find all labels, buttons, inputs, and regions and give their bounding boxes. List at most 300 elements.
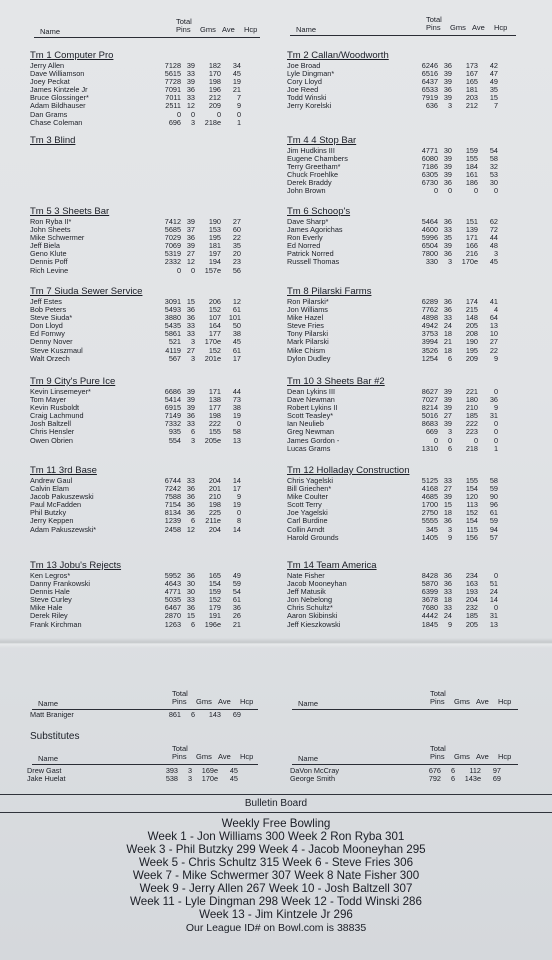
average: 223	[465, 427, 478, 437]
bowler-row	[287, 338, 549, 346]
handicap: 69	[492, 774, 501, 784]
header-total-label: Total	[176, 17, 192, 26]
average: 225	[208, 508, 221, 518]
bowler-name: Craig Lachmund	[30, 411, 84, 421]
games: 36	[186, 492, 195, 502]
team-roster	[30, 218, 292, 275]
games: 33	[186, 329, 195, 339]
average: 201e	[204, 353, 221, 363]
average: 212	[208, 93, 221, 103]
total-pins: 7728	[164, 77, 181, 87]
average: 204	[208, 524, 221, 534]
handicap: 73	[232, 395, 241, 405]
games: 36	[186, 508, 195, 518]
bowler-row	[287, 187, 549, 195]
header-total-label: Total	[430, 689, 446, 698]
bowler-name: Jerry Keppen	[30, 516, 74, 526]
total-pins: 5493	[164, 305, 181, 315]
average: 165	[465, 77, 478, 87]
handicap: 64	[489, 313, 498, 323]
games: 12	[186, 524, 195, 534]
bowler-name: Drew Gast	[27, 766, 62, 775]
team-roster	[30, 298, 292, 363]
bowler-name: Chuck Froehlke	[287, 170, 339, 180]
average: 215	[465, 305, 478, 315]
games: 6	[190, 427, 195, 437]
bowler-row	[30, 242, 292, 250]
handicap: 58	[232, 427, 241, 437]
games: 30	[186, 587, 195, 597]
games: 0	[447, 435, 452, 445]
handicap: 62	[489, 217, 498, 226]
bowler-row	[30, 258, 292, 266]
games: 39	[186, 241, 195, 251]
handicap: 9	[236, 101, 241, 111]
handicap: 31	[489, 611, 498, 621]
handicap: 15	[489, 93, 498, 103]
bowler-name: Danny Frankowski	[30, 579, 91, 589]
average: 154	[208, 579, 221, 589]
handicap: 21	[232, 85, 241, 95]
team-name: Tm 6 Schoop's	[287, 206, 351, 217]
handicap: 59	[489, 516, 498, 526]
handicap: 61	[232, 305, 241, 315]
bowler-name: James Kintzele Jr	[30, 85, 88, 95]
handicap: 14	[232, 476, 241, 485]
average: 152	[208, 345, 221, 355]
games: 39	[186, 217, 195, 226]
games: 36	[186, 571, 195, 580]
average: 161	[465, 170, 478, 180]
average: 155	[465, 476, 478, 485]
total-pins: 7242	[164, 484, 181, 494]
bowler-name: Jon Williams	[287, 305, 328, 315]
header-pins-label: Pins	[172, 752, 187, 761]
total-pins: 567	[168, 353, 181, 363]
games: 33	[443, 313, 452, 323]
games: 0	[190, 109, 195, 119]
total-pins: 7154	[164, 500, 181, 510]
average: 184	[465, 162, 478, 172]
games: 3	[447, 257, 452, 267]
handicap: 57	[489, 532, 498, 542]
total-pins: 1310	[421, 443, 438, 453]
bowler-name: Jacob Mooneyhan	[287, 579, 347, 589]
total-pins: 7027	[421, 395, 438, 405]
games: 27	[186, 345, 195, 355]
bowler-row	[30, 711, 292, 719]
games: 33	[186, 595, 195, 605]
handicap: 60	[232, 225, 241, 235]
bowler-name: Kevin Linsemeyer*	[30, 387, 91, 396]
average: 154	[465, 516, 478, 526]
bowler-name: George Smith	[290, 774, 336, 784]
games: 36	[186, 411, 195, 421]
games: 6	[447, 443, 452, 453]
bowler-name: Mike Coulter	[287, 492, 328, 502]
handicap: 1	[493, 443, 498, 453]
team-block	[30, 376, 292, 445]
average: 208	[465, 329, 478, 339]
team-name: Tm 2 Callan/Woodworth	[287, 50, 389, 61]
handicap: 9	[493, 403, 498, 413]
header-ave-label: Ave	[222, 25, 235, 34]
handicap: 0	[493, 387, 498, 396]
games: 39	[443, 403, 452, 413]
bowler-name: Chris Yagelski	[287, 476, 333, 485]
average: 169e	[201, 766, 218, 775]
bowler-name: Jeff Biela	[30, 241, 60, 251]
average: 152	[208, 595, 221, 605]
handicap: 22	[232, 233, 241, 243]
bowler-name: Jake Huelat	[27, 774, 66, 784]
total-pins: 8214	[421, 403, 438, 413]
total-pins: 676	[428, 766, 441, 775]
total-pins: 8627	[421, 387, 438, 396]
bowler-name: Jon Nebelong	[287, 595, 333, 605]
handicap: 38	[232, 329, 241, 339]
total-pins: 3880	[164, 313, 181, 323]
header-total-label: Total	[172, 744, 188, 753]
average: 120	[465, 492, 478, 502]
bulletin-line: Week 3 - Phil Butzky 299 Week 4 - Jacob Mooneyhan 295	[126, 843, 426, 856]
total-pins: 6467	[164, 603, 181, 613]
total-pins: 6246	[421, 61, 438, 70]
total-pins: 696	[168, 117, 181, 127]
handicap: 0	[493, 186, 498, 196]
average: 209	[208, 101, 221, 111]
handicap: 0	[493, 603, 498, 613]
average: 170e	[201, 774, 218, 784]
games: 36	[186, 85, 195, 95]
handicap: 0	[493, 427, 498, 437]
average: 205	[465, 321, 478, 331]
bulletin-line: Week 1 - Jon Williams 300 Week 2 Ron Ryba 301	[147, 830, 405, 843]
bowler-name: Jeff Kieszkowski	[287, 619, 341, 629]
average: 203	[465, 93, 478, 103]
average: 115	[466, 524, 478, 534]
total-pins: 3753	[421, 329, 438, 339]
bowler-row	[30, 501, 292, 509]
bowler-row	[30, 604, 292, 612]
average: 212	[465, 101, 478, 111]
handicap: 35	[489, 85, 498, 95]
team-name: Tm 1 Computer Pro	[30, 50, 114, 61]
header-ave-label: Ave	[476, 752, 489, 761]
handicap: 20	[232, 249, 241, 259]
bowler-name: Don Lloyd	[30, 321, 63, 331]
header-underline	[34, 37, 260, 38]
team-name: Tm 9 City's Pure Ice	[30, 376, 116, 387]
bowler-name: Phil Butzky	[30, 508, 67, 518]
bulletin-rule-bottom	[0, 812, 552, 813]
bowler-name: Adam Bildhauser	[30, 101, 86, 111]
bowler-row	[30, 355, 292, 363]
average: 221	[465, 387, 478, 396]
games: 39	[443, 387, 452, 396]
handicap: 45	[489, 257, 498, 267]
total-pins: 330	[425, 257, 438, 267]
extra-header-left	[32, 690, 282, 710]
header-underline	[290, 35, 516, 36]
bowler-row	[30, 250, 292, 258]
average: 157e	[204, 265, 221, 275]
handicap: 13	[232, 435, 241, 445]
bowler-name: Jeff Estes	[30, 297, 62, 306]
header-name-label: Name	[38, 754, 59, 763]
handicap: 61	[232, 345, 241, 355]
games: 36	[443, 61, 452, 70]
average: 197	[208, 249, 221, 259]
average: 211e	[205, 516, 221, 526]
team-roster	[30, 388, 292, 445]
team-block	[287, 206, 549, 267]
bulletin-line: Week 9 - Jerry Allen 267 Week 10 - Josh Baltzell 307	[139, 882, 413, 895]
handicap: 0	[493, 419, 498, 429]
bowler-name: Steve Siuda*	[30, 313, 73, 323]
games: 33	[186, 419, 195, 429]
total-pins: 4168	[421, 484, 438, 494]
handicap: 45	[229, 774, 238, 784]
header-underline	[32, 764, 258, 765]
games: 3	[190, 337, 195, 347]
bowler-name: Jim Hudkins III	[287, 146, 335, 155]
total-pins: 1254	[421, 353, 438, 363]
handicap: 56	[232, 265, 241, 275]
team-name: Tm 10 3 Sheets Bar #2	[287, 376, 385, 387]
games: 0	[190, 265, 195, 275]
total-pins: 2750	[421, 508, 438, 518]
bowler-name: Cory Lloyd	[287, 77, 322, 87]
games: 3	[447, 101, 452, 111]
average: 143e	[464, 774, 481, 784]
total-pins: 1700	[421, 500, 438, 510]
total-pins: 5319	[164, 249, 181, 259]
header-ave-label: Ave	[218, 752, 231, 761]
header-pins-label: Pins	[172, 697, 187, 706]
bowler-row	[287, 493, 549, 501]
games: 39	[443, 77, 452, 87]
team-name: Tm 7 Siuda Sewer Service	[30, 286, 143, 297]
handicap: 72	[489, 225, 498, 235]
total-pins: 636	[425, 101, 438, 111]
games: 3	[190, 353, 195, 363]
header-ave-label: Ave	[472, 23, 485, 32]
total-pins: 5016	[421, 411, 438, 421]
header-pins-label: Pins	[426, 23, 441, 32]
average: 191	[208, 611, 221, 621]
total-pins: 5615	[164, 69, 181, 79]
bowler-name: Jerry Allen	[30, 61, 65, 70]
games: 36	[186, 500, 195, 510]
handicap: 54	[232, 587, 241, 597]
handicap: 44	[232, 387, 241, 396]
handicap: 50	[232, 321, 241, 331]
bowler-name: Eugene Chambers	[287, 154, 348, 164]
bowler-name: Tony Pilarski	[287, 329, 328, 339]
handicap: 24	[489, 587, 498, 597]
header-hcp-label: Hcp	[240, 752, 254, 761]
handicap: 13	[489, 619, 498, 629]
handicap: 58	[489, 154, 498, 164]
total-pins: 7069	[164, 241, 181, 251]
games: 39	[186, 387, 195, 396]
games: 0	[447, 186, 452, 196]
games: 3	[187, 774, 192, 784]
bowler-row	[30, 437, 292, 445]
games: 6	[450, 774, 455, 784]
average: 171	[465, 233, 478, 243]
column-header-right	[290, 16, 540, 36]
bulletin-line: Week 7 - Mike Schwermer 307 Week 8 Nate Fisher 300	[132, 869, 420, 882]
bowler-name: Russell Thomas	[287, 257, 340, 267]
handicap: 27	[232, 217, 241, 226]
bowler-name: Rich Levine	[30, 265, 69, 275]
average: 154	[465, 484, 478, 494]
bowler-name: Patrick Norred	[287, 249, 334, 259]
bowler-name: Bill Griechen*	[287, 484, 332, 494]
total-pins: 6437	[421, 77, 438, 87]
total-pins: 4643	[164, 579, 181, 589]
games: 36	[443, 571, 452, 580]
bowler-row	[287, 355, 549, 363]
header-total-label: Total	[172, 689, 188, 698]
bowler-name: Dennis Hale	[30, 587, 70, 597]
games: 36	[443, 249, 452, 259]
total-pins: 393	[165, 766, 178, 775]
total-pins: 8683	[421, 419, 438, 429]
bowler-name: Kevin Rusboldt	[30, 403, 80, 413]
bowler-row	[287, 621, 549, 629]
header-gms-label: Gms	[196, 752, 212, 761]
total-pins: 6289	[421, 297, 438, 306]
bowler-name: Ian Neulieb	[287, 419, 324, 429]
average: 196e	[204, 619, 221, 629]
handicap: 42	[489, 61, 498, 70]
games: 33	[443, 476, 452, 485]
total-pins: 6504	[421, 241, 438, 251]
team-block	[30, 206, 292, 275]
total-pins: 4442	[421, 611, 438, 621]
team-block	[30, 135, 292, 147]
bowler-row	[30, 388, 292, 396]
total-pins: 5555	[421, 516, 438, 526]
bowler-name: Ed Norred	[287, 241, 321, 251]
bowler-name: DaVon McCray	[290, 766, 340, 775]
average: 165	[208, 571, 221, 580]
header-underline	[292, 764, 518, 765]
total-pins: 669	[425, 427, 438, 437]
games: 39	[443, 154, 452, 164]
bowler-name: Jeff Matusik	[287, 587, 326, 597]
total-pins: 7588	[164, 492, 181, 502]
bowler-name: Calvin Elam	[30, 484, 69, 494]
handicap: 26	[232, 611, 241, 621]
average: 152	[208, 305, 221, 315]
bowler-name: Dean Lykins III	[287, 387, 335, 396]
games: 24	[443, 321, 452, 331]
team-block	[287, 135, 549, 196]
header-gms-label: Gms	[454, 697, 470, 706]
total-pins: 7412	[164, 217, 181, 226]
bowler-name: Robert Lykins II	[287, 403, 338, 413]
bowler-name: Dylon Dudley	[287, 353, 331, 363]
handicap: 3	[493, 249, 498, 259]
bowler-name: Greg Newman	[287, 427, 335, 437]
total-pins: 345	[425, 524, 438, 534]
substitutes-left	[27, 767, 289, 783]
total-pins: 5464	[421, 217, 438, 226]
total-pins: 4771	[164, 587, 181, 597]
bowler-name: Derek Braddy	[287, 178, 332, 188]
team-block	[30, 50, 292, 127]
bowler-name: Steve Kuszmaul	[30, 345, 83, 355]
handicap: 7	[493, 101, 498, 111]
bowler-name: Lyle Dingman*	[287, 69, 335, 79]
average: 204	[465, 595, 478, 605]
team-roster	[287, 218, 549, 267]
games: 33	[186, 321, 195, 331]
total-pins: 935	[168, 427, 181, 437]
average: 148	[465, 313, 478, 323]
games: 36	[186, 233, 195, 243]
total-pins: 5870	[421, 579, 438, 589]
team-block	[30, 465, 292, 534]
games: 33	[186, 93, 195, 103]
games: 18	[443, 329, 452, 339]
bowler-name: Joe Yagelski	[287, 508, 328, 518]
games: 33	[186, 69, 195, 79]
bowler-row	[287, 258, 549, 266]
handicap: 17	[232, 353, 241, 363]
bowler-row	[287, 314, 549, 322]
total-pins: 5125	[421, 476, 438, 485]
team-name: Tm 3 Blind	[30, 135, 76, 146]
bowler-name: Joe Reed	[287, 85, 319, 95]
bowler-name: Scott Teasley*	[287, 411, 334, 421]
handicap: 27	[489, 337, 498, 347]
average: 198	[208, 77, 221, 87]
total-pins: 0	[176, 265, 181, 275]
bowler-name: Matt Braniger	[30, 710, 74, 719]
bowler-row	[287, 517, 549, 525]
bowler-name: Mike Chism	[287, 345, 326, 355]
total-pins: 2332	[164, 257, 181, 267]
paper-fold	[0, 638, 552, 648]
handicap: 9	[236, 492, 241, 502]
bowler-name: Adam Pakuszewski*	[30, 524, 97, 534]
total-pins: 538	[165, 774, 178, 784]
average: 182	[208, 61, 221, 70]
team-roster	[30, 62, 292, 127]
handicap: 21	[232, 619, 241, 629]
average: 113	[466, 500, 478, 510]
total-pins: 7011	[165, 93, 181, 103]
header-name-label: Name	[296, 25, 317, 34]
handicap: 14	[232, 524, 241, 534]
header-name-label: Name	[40, 27, 61, 36]
handicap: 49	[489, 77, 498, 87]
average: 0	[473, 435, 478, 445]
bowler-name: Chris Schultz*	[287, 603, 333, 613]
games: 39	[443, 170, 452, 180]
games: 39	[443, 241, 452, 251]
games: 9	[447, 619, 452, 629]
team-roster	[30, 572, 292, 629]
average: 164	[208, 321, 221, 331]
average: 159	[465, 146, 478, 155]
handicap: 19	[232, 77, 241, 87]
